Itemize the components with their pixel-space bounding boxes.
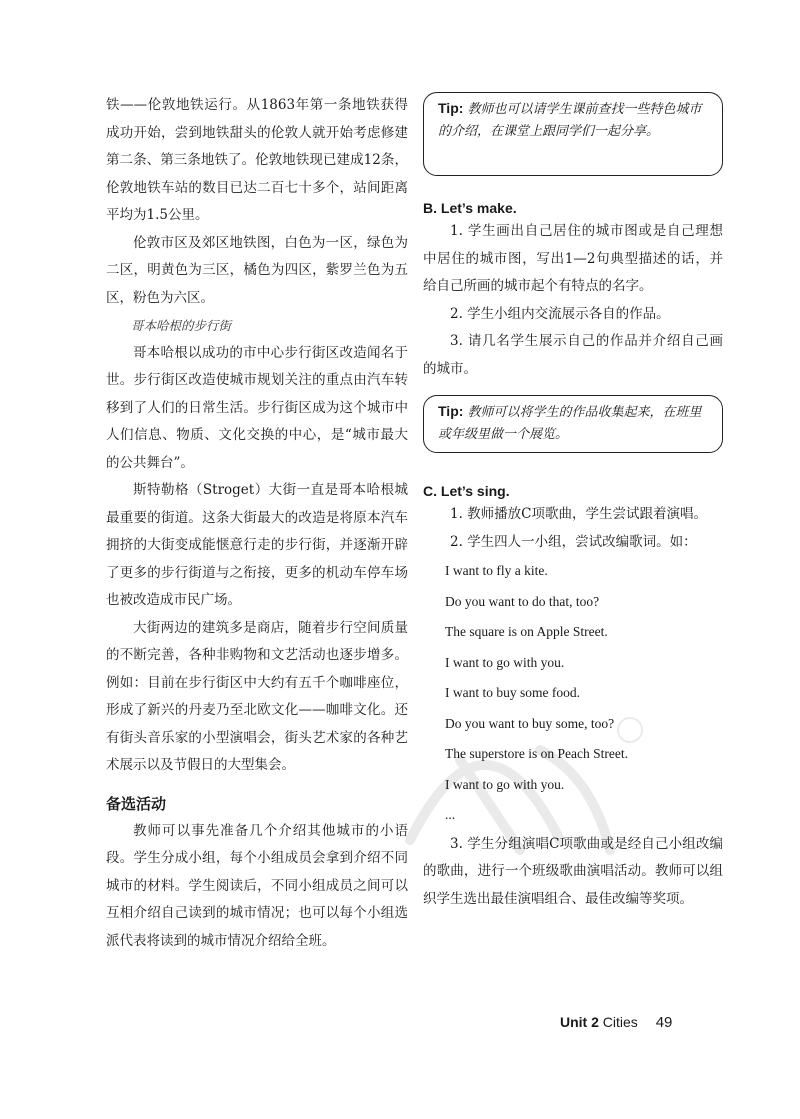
c-item-2: 2. 学生四人一小组，尝试改编歌词。如： — [450, 533, 697, 550]
b-item-1: 1. 学生画出自己居住的城市图或是自己理想中居住的城市图，写出1—2句典型描述的话，并给自己所画的城市起个有特点的名字。 — [423, 223, 723, 294]
paragraph-london-subway: 铁——伦敦地铁运行。从1863年第一条地铁获得成功开始，尝到地铁甜头的伦敦人就开始考虑修建第二条、第三条地铁了。伦敦地铁现已建成12条，伦敦地铁车站的数目已达二百七十多个，站间距离平均为1.5公里。 — [106, 97, 408, 223]
left-column — [106, 92, 408, 955]
paragraph-stroget: 斯特勒格（Stroget）大街一直是哥本哈根城最重要的街道。这条大街最大的改造是将原本汽车拥挤的大街变成能惬意行走的步行街，并逐渐开辟了更多的步行街道与之衔接，更多的机动车停车场也被改造成市民广场。 — [106, 482, 408, 608]
watermark-logo — [400, 700, 660, 860]
song-line: I want to buy some food. — [445, 685, 580, 700]
paragraph-alt-activity: 教师可以事先准备几个介绍其他城市的小语段。学生分成小组，每个小组成员会拿到介绍不同城市的材料。学生阅读后，不同小组成员之间可以互相介绍自己读到的城市情况；也可以每个小组选派代表将读到的城市情况介绍给全班。 — [106, 822, 408, 949]
tip-label: Tip: — [438, 100, 464, 116]
page-footer — [560, 1014, 672, 1031]
b-item-2: 2. 学生小组内交流展示各自的作品。 — [450, 305, 670, 322]
song-line: Do you want to buy some, too? — [445, 715, 615, 731]
tip-box-2 — [423, 395, 723, 453]
footer-title: Cities — [602, 1014, 638, 1030]
song-line: I want to go with you. — [445, 776, 565, 792]
c-item-1: 1. 教师播放C项歌曲，学生尝试跟着演唱。 — [450, 506, 708, 522]
tip-text: 教师也可以请学生课前查找一些特色城市的介绍，在课堂上跟同学们一起分享。 — [438, 102, 702, 139]
song-line: ... — [445, 807, 456, 822]
tip-label: Tip: — [438, 403, 464, 419]
alt-activity-heading: 备选活动 — [106, 794, 167, 813]
tip-text: 教师可以将学生的作品收集起来，在班里或年级里做一个展览。 — [438, 405, 702, 442]
page-number: 49 — [655, 1014, 673, 1031]
section-c-heading: C. Let’s sing. — [423, 483, 510, 499]
song-line: I want to fly a kite. — [445, 563, 548, 578]
footer-unit: Unit 2 — [560, 1014, 599, 1030]
song-line: The superstore is on Peach Street. — [445, 746, 628, 761]
paragraph-subway-map: 伦敦市区及郊区地铁图，白色为一区，绿色为二区，明黄色为三区，橘色为四区，紫罗兰色为五区，粉色为六区。 — [106, 234, 408, 306]
paragraph-copenhagen-intro: 哥本哈根以成功的市中心步行街区改造闻名于世。步行街区改造使城市规划关注的重点由汽车转移到了人们的日常生活。步行街区成为这个城市中人们信息、物质、文化交换的中心，是“城市最大的公共舞台”。 — [106, 344, 408, 471]
paragraph-street-life: 大街两边的建筑多是商店，随着步行空间质量的不断完善，各种非购物和文艺活动也逐步增多。例如：目前在步行街区中大约有五千个咖啡座位，形成了新兴的丹麦乃至北欧文化——咖啡文化。还有街头音乐家的小型演唱会，街头艺术家的各种艺术展示以及节假日的大型集会。 — [106, 619, 408, 773]
c-item-3: 3. 学生分组演唱C项歌曲或是经自己小组改编的歌曲，进行一个班级歌曲演唱活动。教师可以组织学生选出最佳演唱组合、最佳改编等奖项。 — [423, 835, 723, 907]
tip-box-1 — [423, 92, 723, 176]
song-line: I want to go with you. — [445, 654, 565, 670]
b-item-3: 3. 请几名学生展示自己的作品并介绍自己画的城市。 — [423, 333, 723, 377]
song-line: The square is on Apple Street. — [445, 624, 608, 639]
song-line: Do you want to do that, too? — [445, 593, 600, 609]
subheading-copenhagen: 哥本哈根的步行街 — [131, 318, 232, 333]
section-b-heading: B. Let’s make. — [423, 200, 517, 216]
